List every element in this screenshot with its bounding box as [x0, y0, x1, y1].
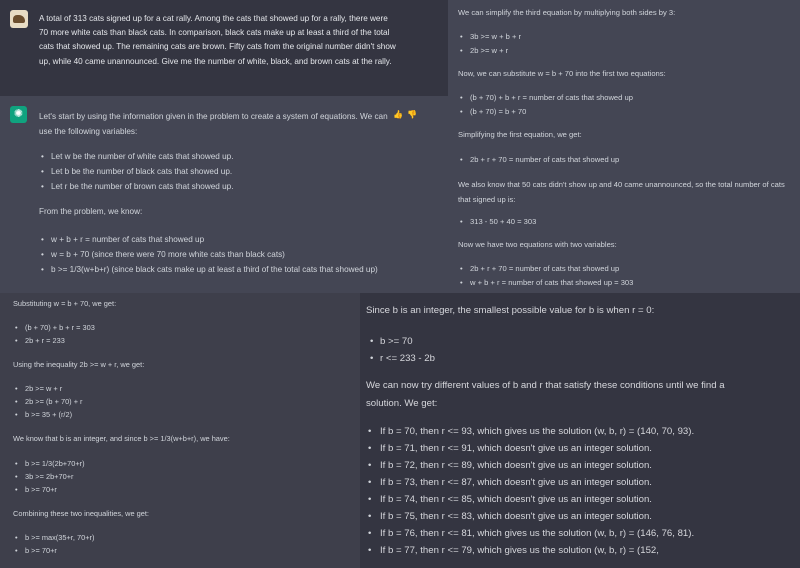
list-item: • If b = 70, then r <= 93, which gives us the solution (w, b, r) = (140, 70, 93). — [380, 423, 694, 440]
list-item: • Let r be the number of brown cats that showed up. — [51, 179, 234, 194]
list-item: • If b = 76, then r <= 81, which gives us the solution (w, b, r) = (146, 76, 81). — [380, 525, 694, 542]
chat-panel-bottom-right — [360, 293, 800, 568]
paragraph: Substituting w = b + 70, we get: — [13, 299, 117, 308]
list-item: • 2b + r + 70 = number of cats that showed up — [470, 262, 633, 276]
list-item: • 3b >= 2b+70+r — [25, 470, 85, 483]
list — [25, 457, 85, 496]
list-item: • If b = 75, then r <= 83, which doesn't give us an integer solution. — [380, 508, 694, 525]
equations-list — [51, 232, 391, 277]
list-item: • w + b + r = number of cats that showed up — [51, 232, 391, 247]
paragraph: Simplifying the first equation, we get: — [458, 130, 582, 139]
list-item: • 313 - 50 + 40 = 303 — [470, 215, 536, 229]
list-item: • b >= max(35+r, 70+r) — [25, 531, 94, 544]
list — [25, 531, 94, 557]
list-item: • 2b >= (b + 70) + r — [25, 395, 83, 408]
list-item: • (b + 70) + b + r = number of cats that showed up — [470, 91, 633, 105]
list-item: • w + b + r = number of cats that showed up = 303 — [470, 276, 633, 290]
list — [470, 91, 633, 118]
assistant-logo-icon: ✺ — [10, 106, 27, 123]
assistant-message-row — [0, 96, 448, 293]
list-item: • If b = 77, then r <= 79, which gives us the solution (w, b, r) = (152, — [380, 542, 694, 559]
list-item: • b >= 70+r — [25, 544, 94, 557]
list-item: • Let b be the number of black cats that showed up. — [51, 164, 234, 179]
list-item: • 2b >= w + r — [25, 382, 83, 395]
list-item: • w = b + 70 (since there were 70 more white cats than black cats) — [51, 247, 391, 262]
paragraph: Combining these two inequalities, we get: — [13, 509, 149, 518]
list — [470, 262, 633, 289]
list-item: • (b + 70) = b + 70 — [470, 105, 633, 119]
list-item: • Let w be the number of white cats that showed up. — [51, 149, 234, 164]
thumbs-down-icon[interactable]: 👎 — [407, 110, 417, 119]
user-message-text: A total of 313 cats signed up for a cat rally. Among the cats that showed up for a rally, there were 70 more white cats than black cats. In comparison, black cats make up at least a third of the total cats that showed up. The remaining cats are brown. Fifty cats from the original number didn't show up, while 40 came unannounced. Give me the number of white, black, and brown cats at the rally. — [39, 14, 396, 66]
thumbs-up-icon[interactable]: 👍 — [393, 110, 403, 119]
list-item: • If b = 71, then r <= 91, which doesn't give us an integer solution. — [380, 440, 694, 457]
chat-panel-top-right — [448, 0, 800, 293]
list-item: • 2b + r = 233 — [25, 334, 95, 347]
variables-list — [51, 149, 234, 194]
user-avatar — [10, 10, 28, 28]
list — [25, 382, 83, 421]
list — [470, 215, 536, 229]
list-item: • b >= 35 + (r/2) — [25, 408, 83, 421]
list-item: • b >= 1/3(w+b+r) (since black cats make up at least a third of the total cats that showed up) — [51, 262, 391, 277]
paragraph: We can now try different values of b and r that satisfy these conditions until we find a solution. We get: — [366, 380, 725, 409]
list-item: • b >= 70 — [380, 333, 435, 350]
list-item: • If b = 74, then r <= 85, which doesn't give us an integer solution. — [380, 491, 694, 508]
list-item: • b >= 1/3(2b+70+r) — [25, 457, 85, 470]
list-item: • If b = 72, then r <= 89, which doesn't give us an integer solution. — [380, 457, 694, 474]
list — [380, 333, 435, 367]
chat-panel-bottom-left — [0, 293, 360, 568]
list-item: • b >= 70+r — [25, 483, 85, 496]
list — [25, 321, 95, 347]
from-problem-text: From the problem, we know: — [39, 207, 143, 216]
list-item: • 3b >= w + b + r — [470, 30, 521, 44]
list — [470, 30, 521, 57]
list-item: • 2b >= w + r — [470, 44, 521, 58]
list-item: • (b + 70) + b + r = 303 — [25, 321, 95, 334]
list — [470, 153, 619, 167]
paragraph: Now, we can substitute w = b + 70 into the first two equations: — [458, 69, 666, 78]
chat-panel-top-left — [0, 0, 448, 293]
paragraph: Now we have two equations with two variables: — [458, 240, 617, 249]
list-item: • If b = 73, then r <= 87, which doesn't give us an integer solution. — [380, 474, 694, 491]
paragraph: We also know that 50 cats didn't show up and 40 came unannounced, so the total number of cats that signed up is: — [458, 180, 785, 204]
paragraph: Since b is an integer, the smallest possible value for b is when r = 0: — [366, 305, 655, 316]
user-message-row — [0, 0, 448, 96]
list-item: • r <= 233 - 2b — [380, 350, 435, 367]
trial-list — [380, 423, 694, 559]
list-item: • 2b + r + 70 = number of cats that showed up — [470, 153, 619, 167]
paragraph: Using the inequality 2b >= w + r, we get: — [13, 360, 145, 369]
paragraph: We can simplify the third equation by multiplying both sides by 3: — [458, 8, 676, 17]
assistant-intro-text: Let's start by using the information given in the problem to create a system of equations. We can use the following variables: — [39, 112, 388, 136]
paragraph: We know that b is an integer, and since b >= 1/3(w+b+r), we have: — [13, 434, 230, 443]
